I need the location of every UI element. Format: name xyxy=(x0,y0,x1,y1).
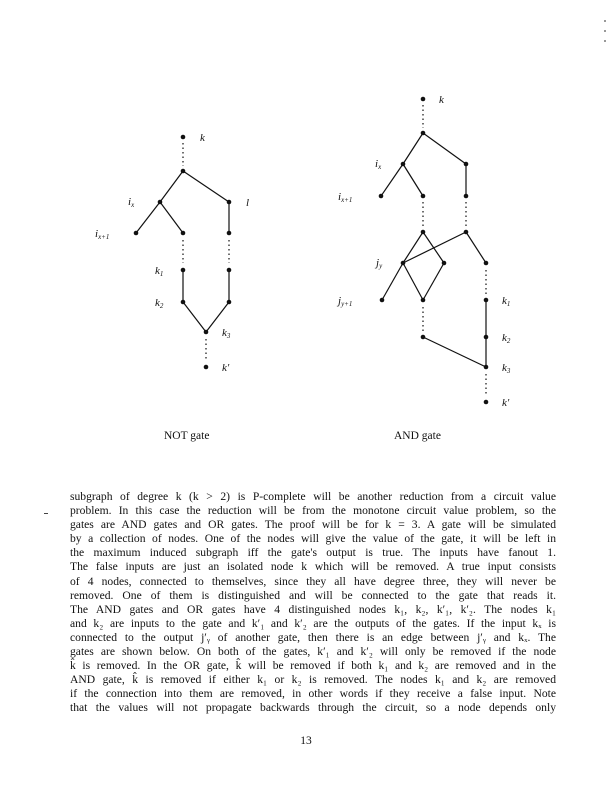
edge xyxy=(381,164,403,196)
node xyxy=(464,194,469,199)
and-gate-nodes xyxy=(379,97,489,405)
text-line: k̂ is removed. In the OR gate, k̂ will be removed if both k₁ and k₂ are removed and in the xyxy=(70,659,556,673)
label-k3: k3 xyxy=(222,327,231,340)
node-k1 xyxy=(181,268,186,273)
label-k: k xyxy=(200,132,205,144)
label-k2: k2 xyxy=(502,332,511,345)
text-line: gates are AND gates and OR gates. The proof will be for k = 3. A gate will be simulated xyxy=(70,518,556,532)
text-line: The false inputs are just an isolated node k which will be removed. A true input consists xyxy=(70,560,556,574)
node xyxy=(421,194,426,199)
node-k3 xyxy=(484,365,489,370)
edge xyxy=(423,263,444,300)
edge xyxy=(183,171,229,202)
not-gate-caption: NOT gate xyxy=(164,430,210,442)
node xyxy=(464,162,469,167)
node-k3 xyxy=(204,330,209,335)
node xyxy=(421,298,426,303)
edge xyxy=(403,164,423,196)
node-j-y xyxy=(401,261,406,266)
node xyxy=(227,231,232,236)
node-k-prime xyxy=(484,400,489,405)
node xyxy=(227,300,232,305)
edge xyxy=(403,263,423,300)
text-line: of 4 nodes, connected to themselves, since they all have degree three, they will never be xyxy=(70,574,556,588)
node-i-x xyxy=(401,162,406,167)
node xyxy=(181,231,186,236)
label-k: k xyxy=(439,94,444,106)
not-gate-labels xyxy=(95,132,249,374)
node-j-y-plus-1 xyxy=(380,298,385,303)
text-line: and k₂ are inputs to the gate and k′₁ and k′₂ are the outputs of the gates. If the input kₓ is xyxy=(70,616,556,630)
node-i-x-plus-1 xyxy=(134,231,139,236)
node xyxy=(421,335,426,340)
label-k1: k1 xyxy=(155,265,164,278)
scan-dot xyxy=(604,40,606,42)
and-gate-caption: AND gate xyxy=(394,430,441,442)
label-l: l xyxy=(246,197,250,209)
edge xyxy=(423,133,466,164)
label-k1: k1 xyxy=(502,295,511,308)
and-gate-diagram xyxy=(381,105,486,396)
edge xyxy=(160,171,183,202)
text-line: if the connection into them are removed, in other words if they receive a false input. Note xyxy=(70,687,556,701)
node xyxy=(421,230,426,235)
text-line: problem. In this case the reduction will be from the monotone circuit value problem, so the xyxy=(70,504,556,518)
text-line: by a collection of nodes. One of the nodes will give the value of the gate, it will be left in xyxy=(70,532,556,546)
not-gate-diagram xyxy=(136,143,229,360)
node xyxy=(227,268,232,273)
label-k2: k2 xyxy=(155,297,164,310)
node xyxy=(484,261,489,266)
text-line: AND gate, k̂ is removed if either k₁ or k₂ is removed. The nodes k₁ and k₂ are removed xyxy=(70,673,556,687)
label-i-x: ix xyxy=(128,196,135,209)
text-line: The AND gates and OR gates have 4 distinguished nodes k₁, k₂, k′₁, k′₂. The nodes k₁ xyxy=(70,602,556,616)
page-number: 13 xyxy=(300,735,312,747)
text-line: connected to the output j′ᵧ of another gate, then there is an edge between j′ᵧ and kₓ. The xyxy=(70,630,556,644)
scan-dot xyxy=(604,30,606,32)
node-l xyxy=(227,200,232,205)
text-line: gates are shown below. On both of the gates, k′₁ and k′₂ will only be removed if the node xyxy=(70,645,556,659)
text-line: removed. One of them is distinguished and will be connected to the gate that reads it. xyxy=(70,588,556,602)
edge xyxy=(183,302,206,332)
edge xyxy=(423,337,486,367)
label-j-y-plus-1: jy+1 xyxy=(338,295,353,308)
node-k2 xyxy=(484,335,489,340)
node-i-x xyxy=(158,200,163,205)
node xyxy=(442,261,447,266)
label-i-x: ix xyxy=(375,158,382,171)
label-i-x-plus-1: ix+1 xyxy=(95,228,110,241)
edge xyxy=(466,232,486,263)
node-k-prime xyxy=(204,365,209,370)
text-line: the maximum induced subgraph iff the gate's output is true. The inputs have fanout 1. xyxy=(70,546,556,560)
label-k3: k3 xyxy=(502,362,511,375)
scan-margin-marks xyxy=(604,20,607,80)
not-gate-nodes xyxy=(134,135,232,370)
node-k xyxy=(421,97,426,102)
scan-dot xyxy=(604,20,606,22)
text-line: that the values will not propagate backwards through the circuit, so a node depends only xyxy=(70,701,556,715)
label-i-x-plus-1: ix+1 xyxy=(338,191,353,204)
label-k-prime: k′ xyxy=(222,362,230,374)
node xyxy=(464,230,469,235)
label-k-prime: k′ xyxy=(502,397,510,409)
text-line: subgraph of degree k (k > 2) is P-complete will be another reduction from a circuit value xyxy=(70,490,556,503)
label-j-y: jy xyxy=(376,257,383,270)
and-gate-labels xyxy=(336,94,511,409)
edge xyxy=(382,263,403,300)
node-junction xyxy=(421,131,426,136)
node-k1 xyxy=(484,298,489,303)
node-junction xyxy=(181,169,186,174)
edge xyxy=(403,133,423,164)
node-i-x-plus-1 xyxy=(379,194,384,199)
body-paragraph xyxy=(70,490,556,716)
edge xyxy=(160,202,183,233)
node-k2 xyxy=(181,300,186,305)
scan-mark xyxy=(44,513,48,514)
edge xyxy=(136,202,160,233)
node-k xyxy=(181,135,186,140)
